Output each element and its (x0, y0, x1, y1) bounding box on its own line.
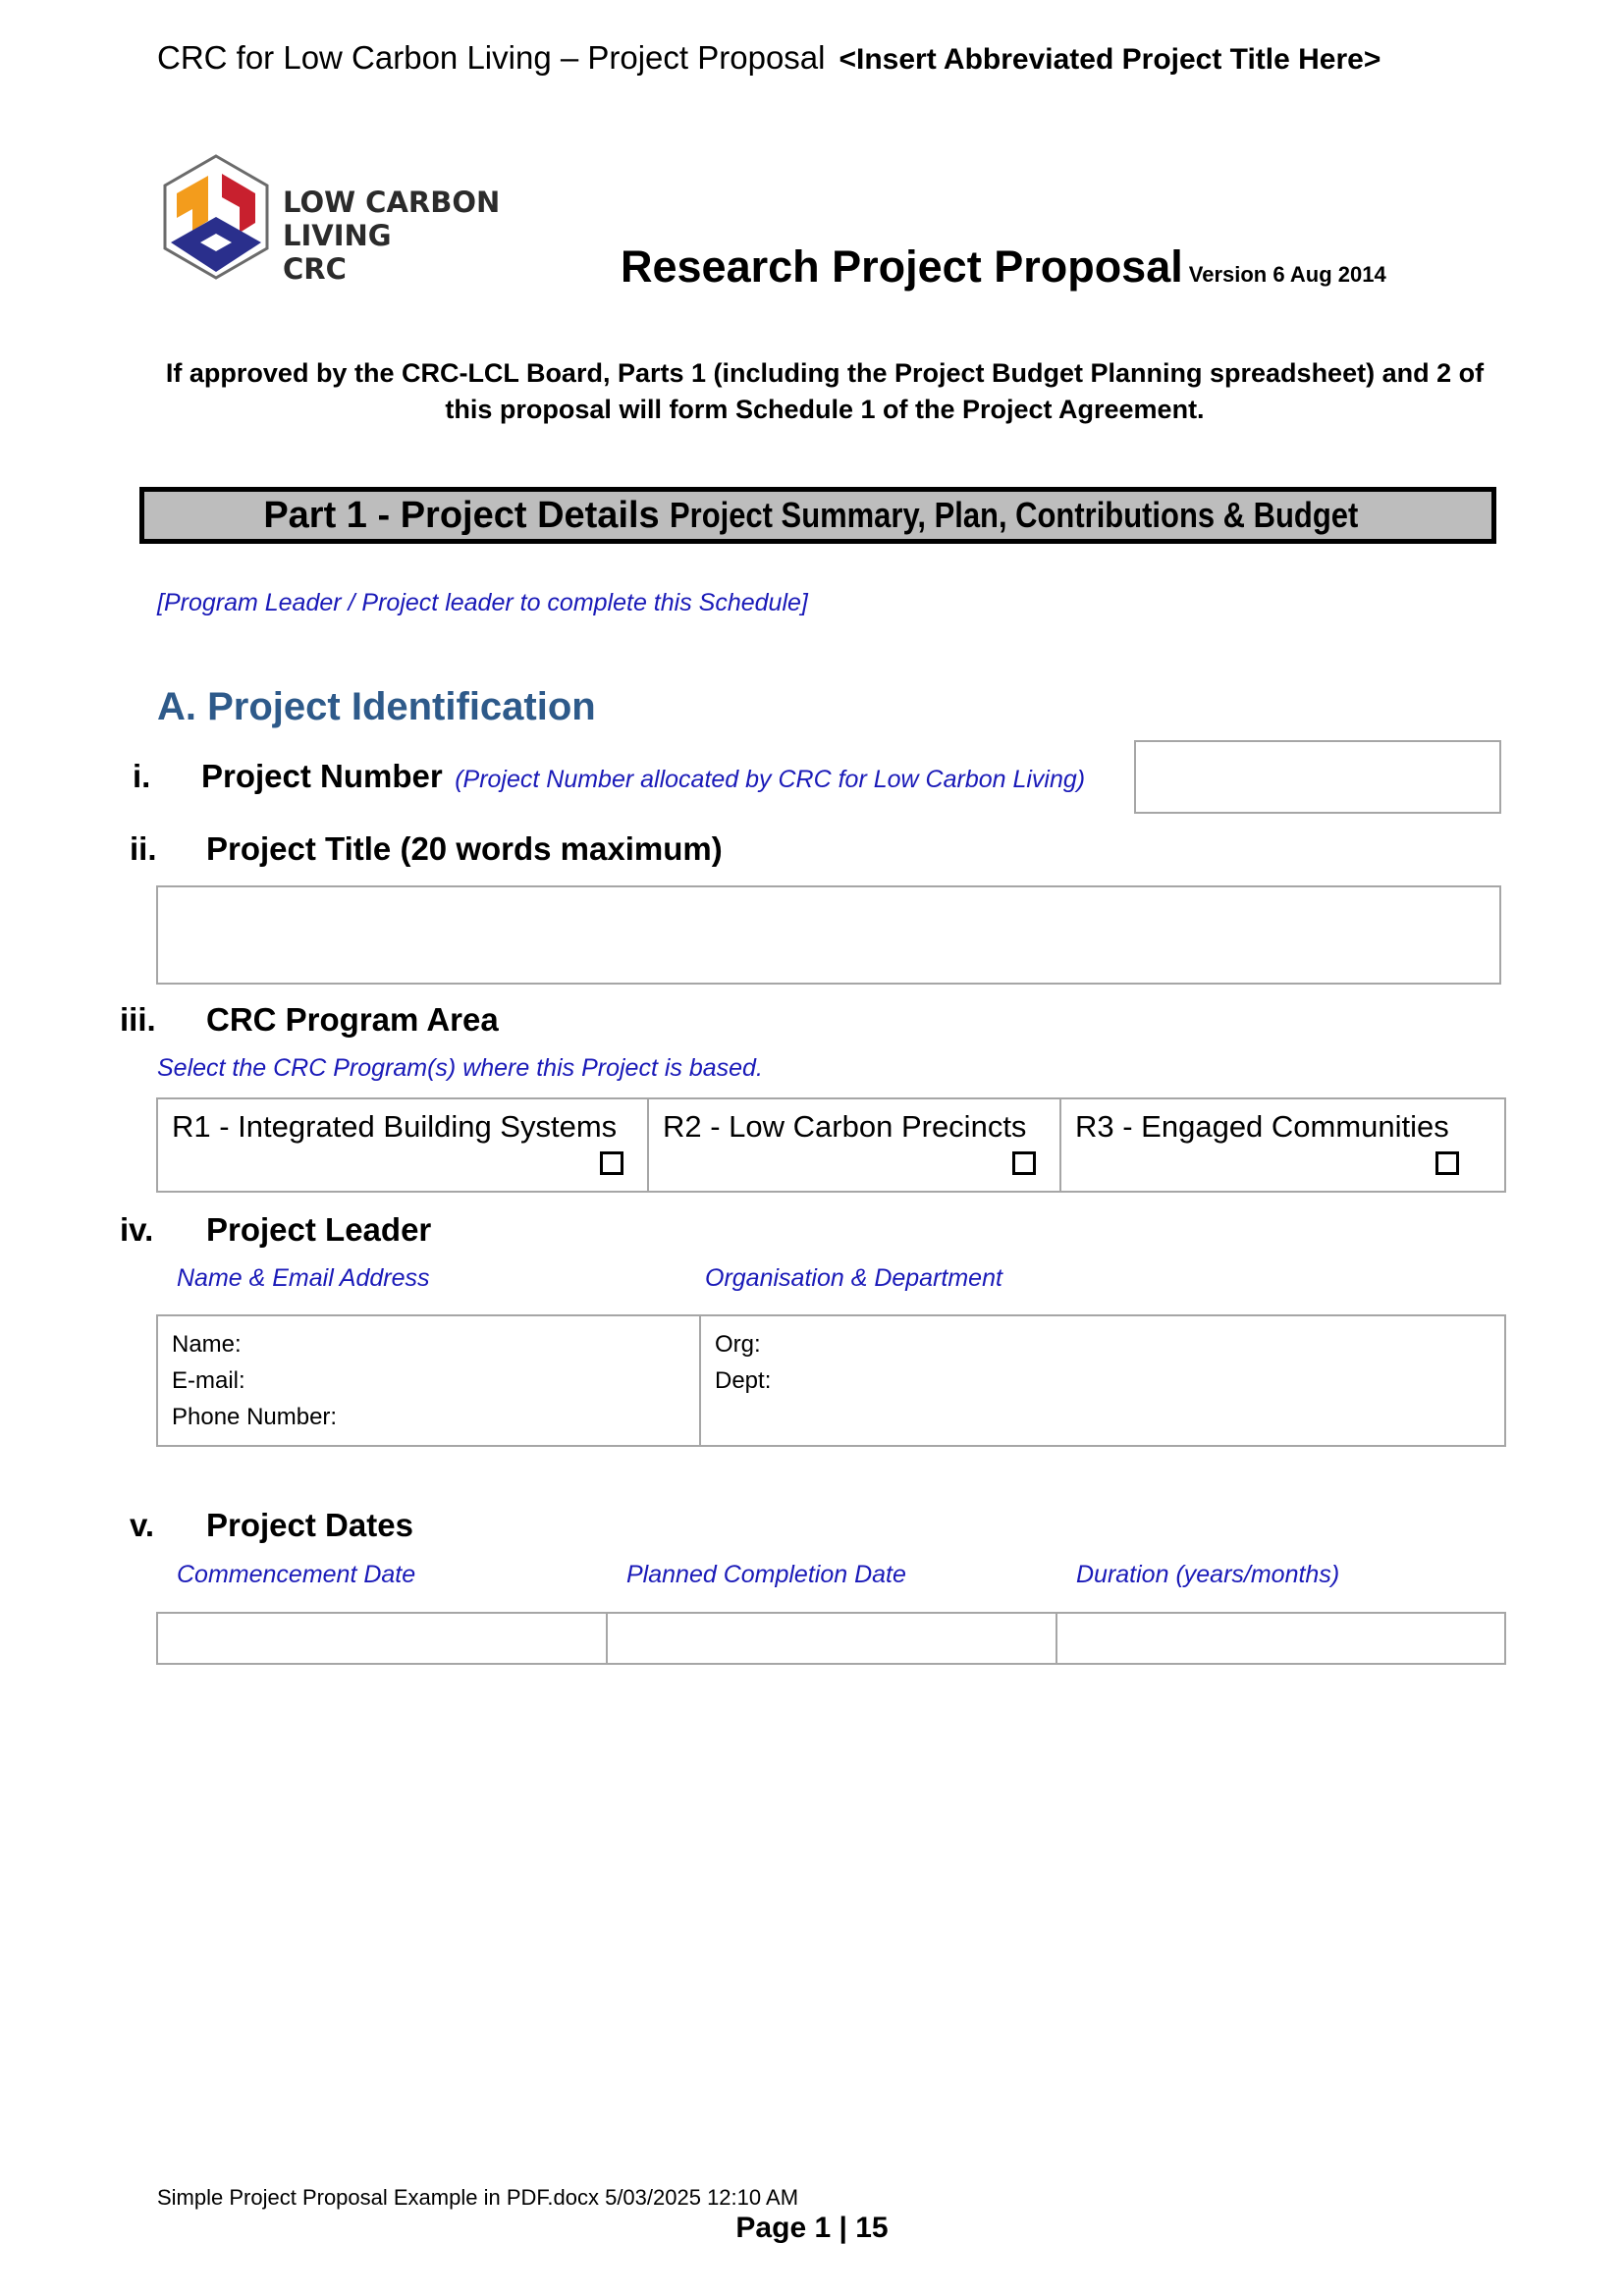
program-label-r1: R1 - Integrated Building Systems (172, 1109, 618, 1144)
commencement-date-hint: Commencement Date (177, 1561, 416, 1588)
item-number-v: v. (130, 1507, 155, 1543)
program-cell-r3 (1060, 1098, 1505, 1192)
duration-field[interactable] (1056, 1613, 1505, 1664)
leader-contact-cell[interactable] (157, 1315, 700, 1446)
running-header (157, 39, 1380, 77)
item-number-ii: ii. (130, 830, 157, 867)
commencement-date-field[interactable] (157, 1613, 607, 1664)
project-leader-label: Project Leader (206, 1211, 432, 1248)
completion-date-hint: Planned Completion Date (626, 1561, 906, 1588)
item-number-i: i. (133, 758, 151, 794)
program-label-r3: R3 - Engaged Communities (1075, 1109, 1449, 1144)
leader-name-label: Name: (172, 1331, 242, 1358)
leader-dept-label: Dept: (715, 1367, 772, 1394)
cube-logo-icon (157, 152, 275, 290)
item-number-iv: iv. (120, 1211, 154, 1248)
part1-heading: Part 1 - Project Details (263, 495, 660, 536)
crc-logo (157, 152, 520, 290)
program-area-label: CRC Program Area (206, 1001, 499, 1038)
section-a-heading: A. Project Identification (157, 685, 596, 728)
footer-filename: Simple Project Proposal Example in PDF.docx 5/03/2025 12:10 AM (157, 2185, 799, 2210)
program-cell-r2 (648, 1098, 1060, 1192)
schedule-note: [Program Leader / Project leader to complete this Schedule] (157, 589, 808, 616)
duration-hint: Duration (years/months) (1076, 1561, 1340, 1588)
program-label-r2: R2 - Low Carbon Precincts (663, 1109, 1027, 1144)
project-leader-table (156, 1314, 1506, 1447)
project-number-label: Project Number (201, 758, 443, 794)
project-number-row (201, 758, 1085, 795)
project-dates-table (156, 1612, 1506, 1665)
leader-col2-hint: Organisation & Department (705, 1264, 1002, 1292)
project-number-field[interactable] (1134, 740, 1501, 814)
running-title: CRC for Low Carbon Living – Project Proposal (157, 39, 826, 76)
project-number-hint: (Project Number allocated by CRC for Low Carbon Living) (455, 766, 1086, 793)
project-dates-label: Project Dates (206, 1507, 413, 1543)
leader-org-cell[interactable] (700, 1315, 1505, 1446)
project-title-field[interactable] (156, 885, 1501, 985)
version-label: Version 6 Aug 2014 (1188, 262, 1386, 287)
completion-date-field[interactable] (607, 1613, 1056, 1664)
abbrev-title-placeholder: <Insert Abbreviated Project Title Here> (839, 43, 1381, 76)
part1-heading-box (139, 487, 1496, 544)
intro-text: If approved by the CRC-LCL Board, Parts 1 (including the Project Budget Planning spreadsheet) and 2 of this proposal will form Schedule 1 of the Project Agreement. (165, 358, 1485, 424)
part1-subheading: Project Summary, Plan, Contributions & Budget (670, 495, 1359, 535)
program-cell-r1 (157, 1098, 648, 1192)
leader-org-label: Org: (715, 1331, 761, 1358)
program-checkbox-r2[interactable] (1012, 1151, 1036, 1175)
leader-phone-label: Phone Number: (172, 1404, 338, 1430)
logo-wordmark: LOW CARBON LIVING CRC (283, 186, 501, 286)
item-number-iii: iii. (120, 1001, 156, 1038)
program-area-table (156, 1097, 1506, 1193)
page-number: Page 1 | 15 (735, 2212, 889, 2244)
project-title-label: Project Title (20 words maximum) (206, 830, 723, 867)
leader-email-label: E-mail: (172, 1367, 245, 1394)
program-checkbox-r3[interactable] (1435, 1151, 1459, 1175)
program-area-hint: Select the CRC Program(s) where this Project is based. (157, 1054, 763, 1082)
leader-col1-hint: Name & Email Address (177, 1264, 430, 1292)
program-checkbox-r1[interactable] (600, 1151, 623, 1175)
document-title: Research Project Proposal Version 6 Aug 2014 (621, 241, 1386, 292)
